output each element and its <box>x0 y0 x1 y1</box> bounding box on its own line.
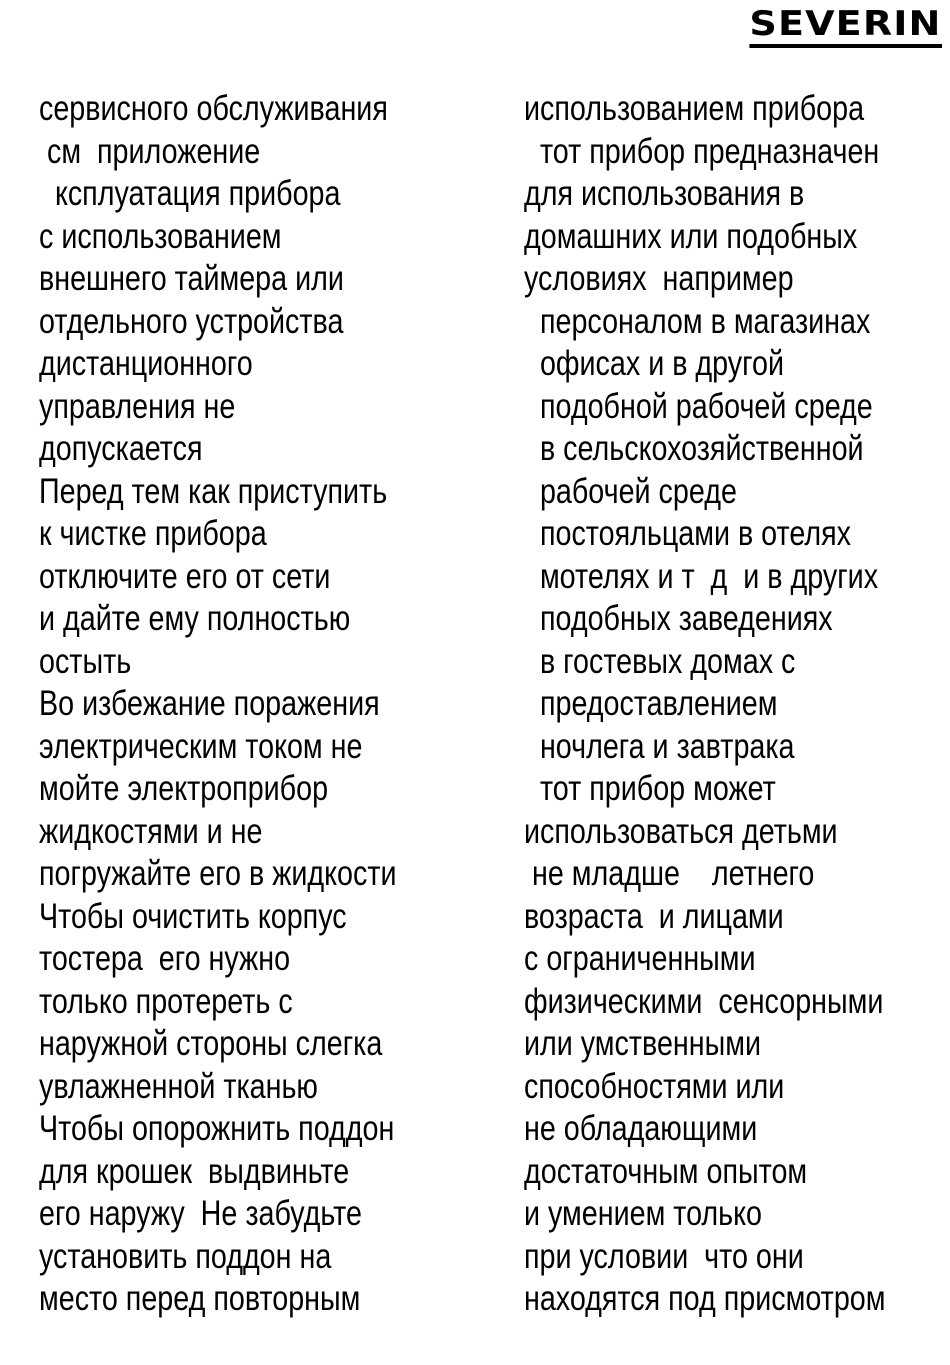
text-line: к чистке прибора <box>39 514 267 553</box>
left-text-column <box>39 88 475 1321</box>
text-line: для крошек выдвиньте <box>39 1151 350 1191</box>
text-line: использованием прибора <box>524 89 865 128</box>
text-line: мойте электроприбор <box>39 769 329 808</box>
text-line: с ограниченными <box>524 939 756 978</box>
text-line: сервисного обслуживания <box>39 89 388 128</box>
text-line: погружайте его в жидкости <box>39 854 397 893</box>
text-line: управления не <box>39 386 236 426</box>
text-line: место перед повторным <box>39 1279 361 1318</box>
text-line: в гостевых домах с <box>524 641 796 681</box>
text-line: Во избежание поражения <box>39 684 380 723</box>
text-line: способностями или <box>524 1066 785 1106</box>
text-line: постояльцами в отелях <box>524 514 851 553</box>
text-line: офисах и в другой <box>524 344 784 383</box>
text-line: домашних или подобных <box>524 216 858 256</box>
text-line: и умением только <box>524 1194 762 1233</box>
text-line: тот прибор может <box>524 769 776 808</box>
brand-logo: SEVERIN <box>750 4 942 48</box>
text-line: не обладающими <box>524 1109 758 1148</box>
text-line: отдельного устройства <box>39 301 344 341</box>
text-line: остыть <box>39 641 132 681</box>
text-line: ночлега и завтрака <box>524 726 795 766</box>
text-line: с использованием <box>39 216 282 256</box>
text-line: установить поддон на <box>39 1236 332 1276</box>
text-line: возраста и лицами <box>524 896 784 936</box>
right-text-column <box>524 88 950 1321</box>
text-line: электрическим током не <box>39 726 363 766</box>
text-line: жидкостями и не <box>39 811 263 851</box>
text-line: при условии что они <box>524 1236 804 1276</box>
text-line: предоставлением <box>524 684 778 723</box>
text-line: подобной рабочей среде <box>524 386 873 426</box>
text-line: наружной стороны слегка <box>39 1024 383 1063</box>
text-line: его наружу Не забудьте <box>39 1194 362 1233</box>
text-line: достаточным опытом <box>524 1151 808 1191</box>
text-line: Чтобы очистить корпус <box>39 896 347 936</box>
text-line: находятся под присмотром <box>524 1279 886 1318</box>
text-line: ксплуатация прибора <box>39 174 341 213</box>
text-line: увлажненной тканью <box>39 1066 318 1106</box>
text-line: тостера его нужно <box>39 939 291 978</box>
text-line: Чтобы опорожнить поддон <box>39 1109 395 1148</box>
text-line: рабочей среде <box>524 471 737 511</box>
text-line: условиях например <box>524 259 794 298</box>
text-line: отключите его от сети <box>39 556 331 596</box>
text-line: Перед тем как приступить <box>39 471 388 511</box>
text-line: или умственными <box>524 1024 762 1063</box>
text-line: см приложение <box>39 131 261 171</box>
text-line: тот прибор предназначен <box>524 131 880 171</box>
text-line: внешнего таймера или <box>39 259 344 298</box>
text-line: и дайте ему полностью <box>39 599 351 638</box>
text-line: физическими сенсорными <box>524 981 884 1021</box>
text-line: мотелях и т д и в других <box>524 556 879 596</box>
text-line: допускается <box>39 429 203 468</box>
text-line: не младше летнего <box>524 854 815 893</box>
text-line: в сельскохозяйственной <box>524 429 864 468</box>
text-line: дистанционного <box>39 344 253 383</box>
text-line: персоналом в магазинах <box>524 301 871 341</box>
text-line: использоваться детьми <box>524 811 838 851</box>
text-line: только протереть с <box>39 981 293 1021</box>
text-line: подобных заведениях <box>524 599 833 638</box>
text-line: для использования в <box>524 174 805 213</box>
